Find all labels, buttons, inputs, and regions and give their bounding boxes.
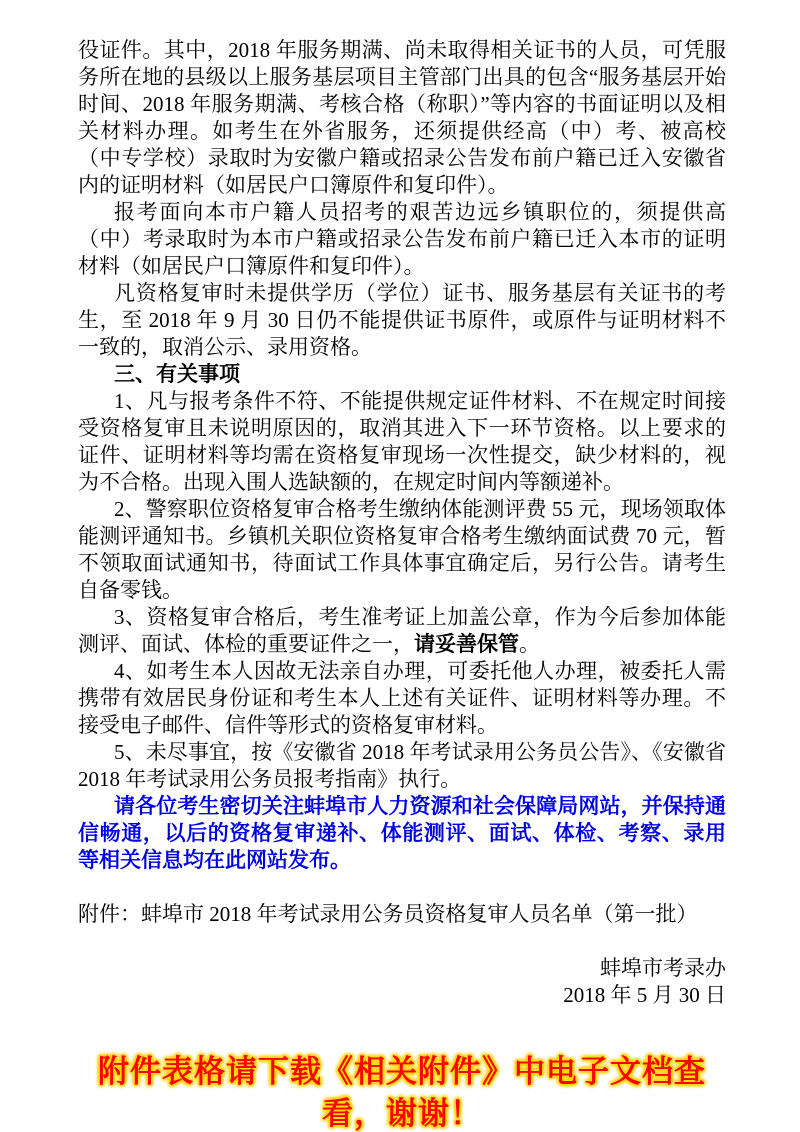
signature-date: 2018 年 5 月 30 日 bbox=[563, 983, 726, 1007]
footer-download-banner: 附件表格请下载《相关附件》中电子文档查看，谢谢！ bbox=[98, 1054, 706, 1131]
item-3-text: 3、资格复审合格后，考生准考证上加盖公章，作为今后参加体能测评、面试、体检的重要证件之一， bbox=[78, 605, 726, 656]
signature-block bbox=[78, 955, 726, 1009]
continuation-paragraph: 役证件。其中，2018 年服务期满、尚未取得相关证书的人员，可凭服务所在地的县级以上服务基层项目主管部门出具的包含“服务基层开始时间、2018 年服务期满、考核合格（称职）”等内容的书面证明以及相关材料办理。如考生在外省服务，还须提供经高（中）考、被高校（中专学校）录取时为安徽户籍或招录公告发布前户籍已迁入安徽省内的证明材料（如居民户口簿原件和复印件）。 bbox=[78, 38, 726, 197]
attachment-line: 附件：蚌埠市 2018 年考试录用公务员资格复审人员名单（第一批） bbox=[78, 902, 698, 926]
item-1-disqualification: 1、凡与报考条件不符、不能提供规定证件材料、不在规定时间接受资格复审且未说明原因的，取消其进入下一环节资格。以上要求的证件、证明材料等均需在资格复审现场一次性提交，缺少材料的，视为不合格。出现入围人选缺额的，在规定时间内等额递补。 bbox=[78, 389, 726, 494]
item-3-keep-safe-emphasis: 请妥善保管 bbox=[414, 632, 519, 656]
paragraph-certificate-deadline: 凡资格复审时未提供学历（学位）证书、服务基层有关证书的考生，至 2018 年 9 月 30 日仍不能提供证书原件，或原件与证明材料不一致的，取消公示、录用资格。 bbox=[78, 281, 726, 359]
paragraph-hukou: 报考面向本市户籍人员招考的艰苦边远乡镇职位的，须提供高（中）考录取时为本市户籍或招录公告发布前户籍已迁入本市的证明材料（如居民户口簿原件和复印件）。 bbox=[78, 200, 726, 278]
item-5-other-matters: 5、未尽事宜，按《安徽省 2018 年考试录用公务员公告》、《安徽省 2018 年考试录用公务员报考指南》执行。 bbox=[78, 740, 726, 791]
blue-notice-paragraph: 请各位考生密切关注蚌埠市人力资源和社会保障局网站，并保持通信畅通，以后的资格复审递补、体能测评、面试、体检、考察、录用等相关信息均在此网站发布。 bbox=[78, 794, 726, 872]
item-4-proxy-handling: 4、如考生本人因故无法亲自办理，可委托他人办理，被委托人需携带有效居民身份证和考生本人上述有关证件、证明材料等办理。不接受电子邮件、信件等形式的资格复审材料。 bbox=[78, 659, 726, 737]
section-heading-related-matters: 三、有关事项 bbox=[114, 362, 240, 386]
item-2-fees: 2、警察职位资格复审合格考生缴纳体能测评费 55 元，现场领取体能测评通知书。乡镇机关职位资格复审合格考生缴纳面试费 70 元，暂不领取面试通知书，待面试工作具体事宜确定后，另行公告。请考生自备零钱。 bbox=[78, 497, 726, 602]
item-3-admission-ticket bbox=[78, 604, 726, 658]
signature-organization: 蚌埠市考录办 bbox=[600, 956, 726, 980]
item-3-period: 。 bbox=[519, 632, 540, 656]
